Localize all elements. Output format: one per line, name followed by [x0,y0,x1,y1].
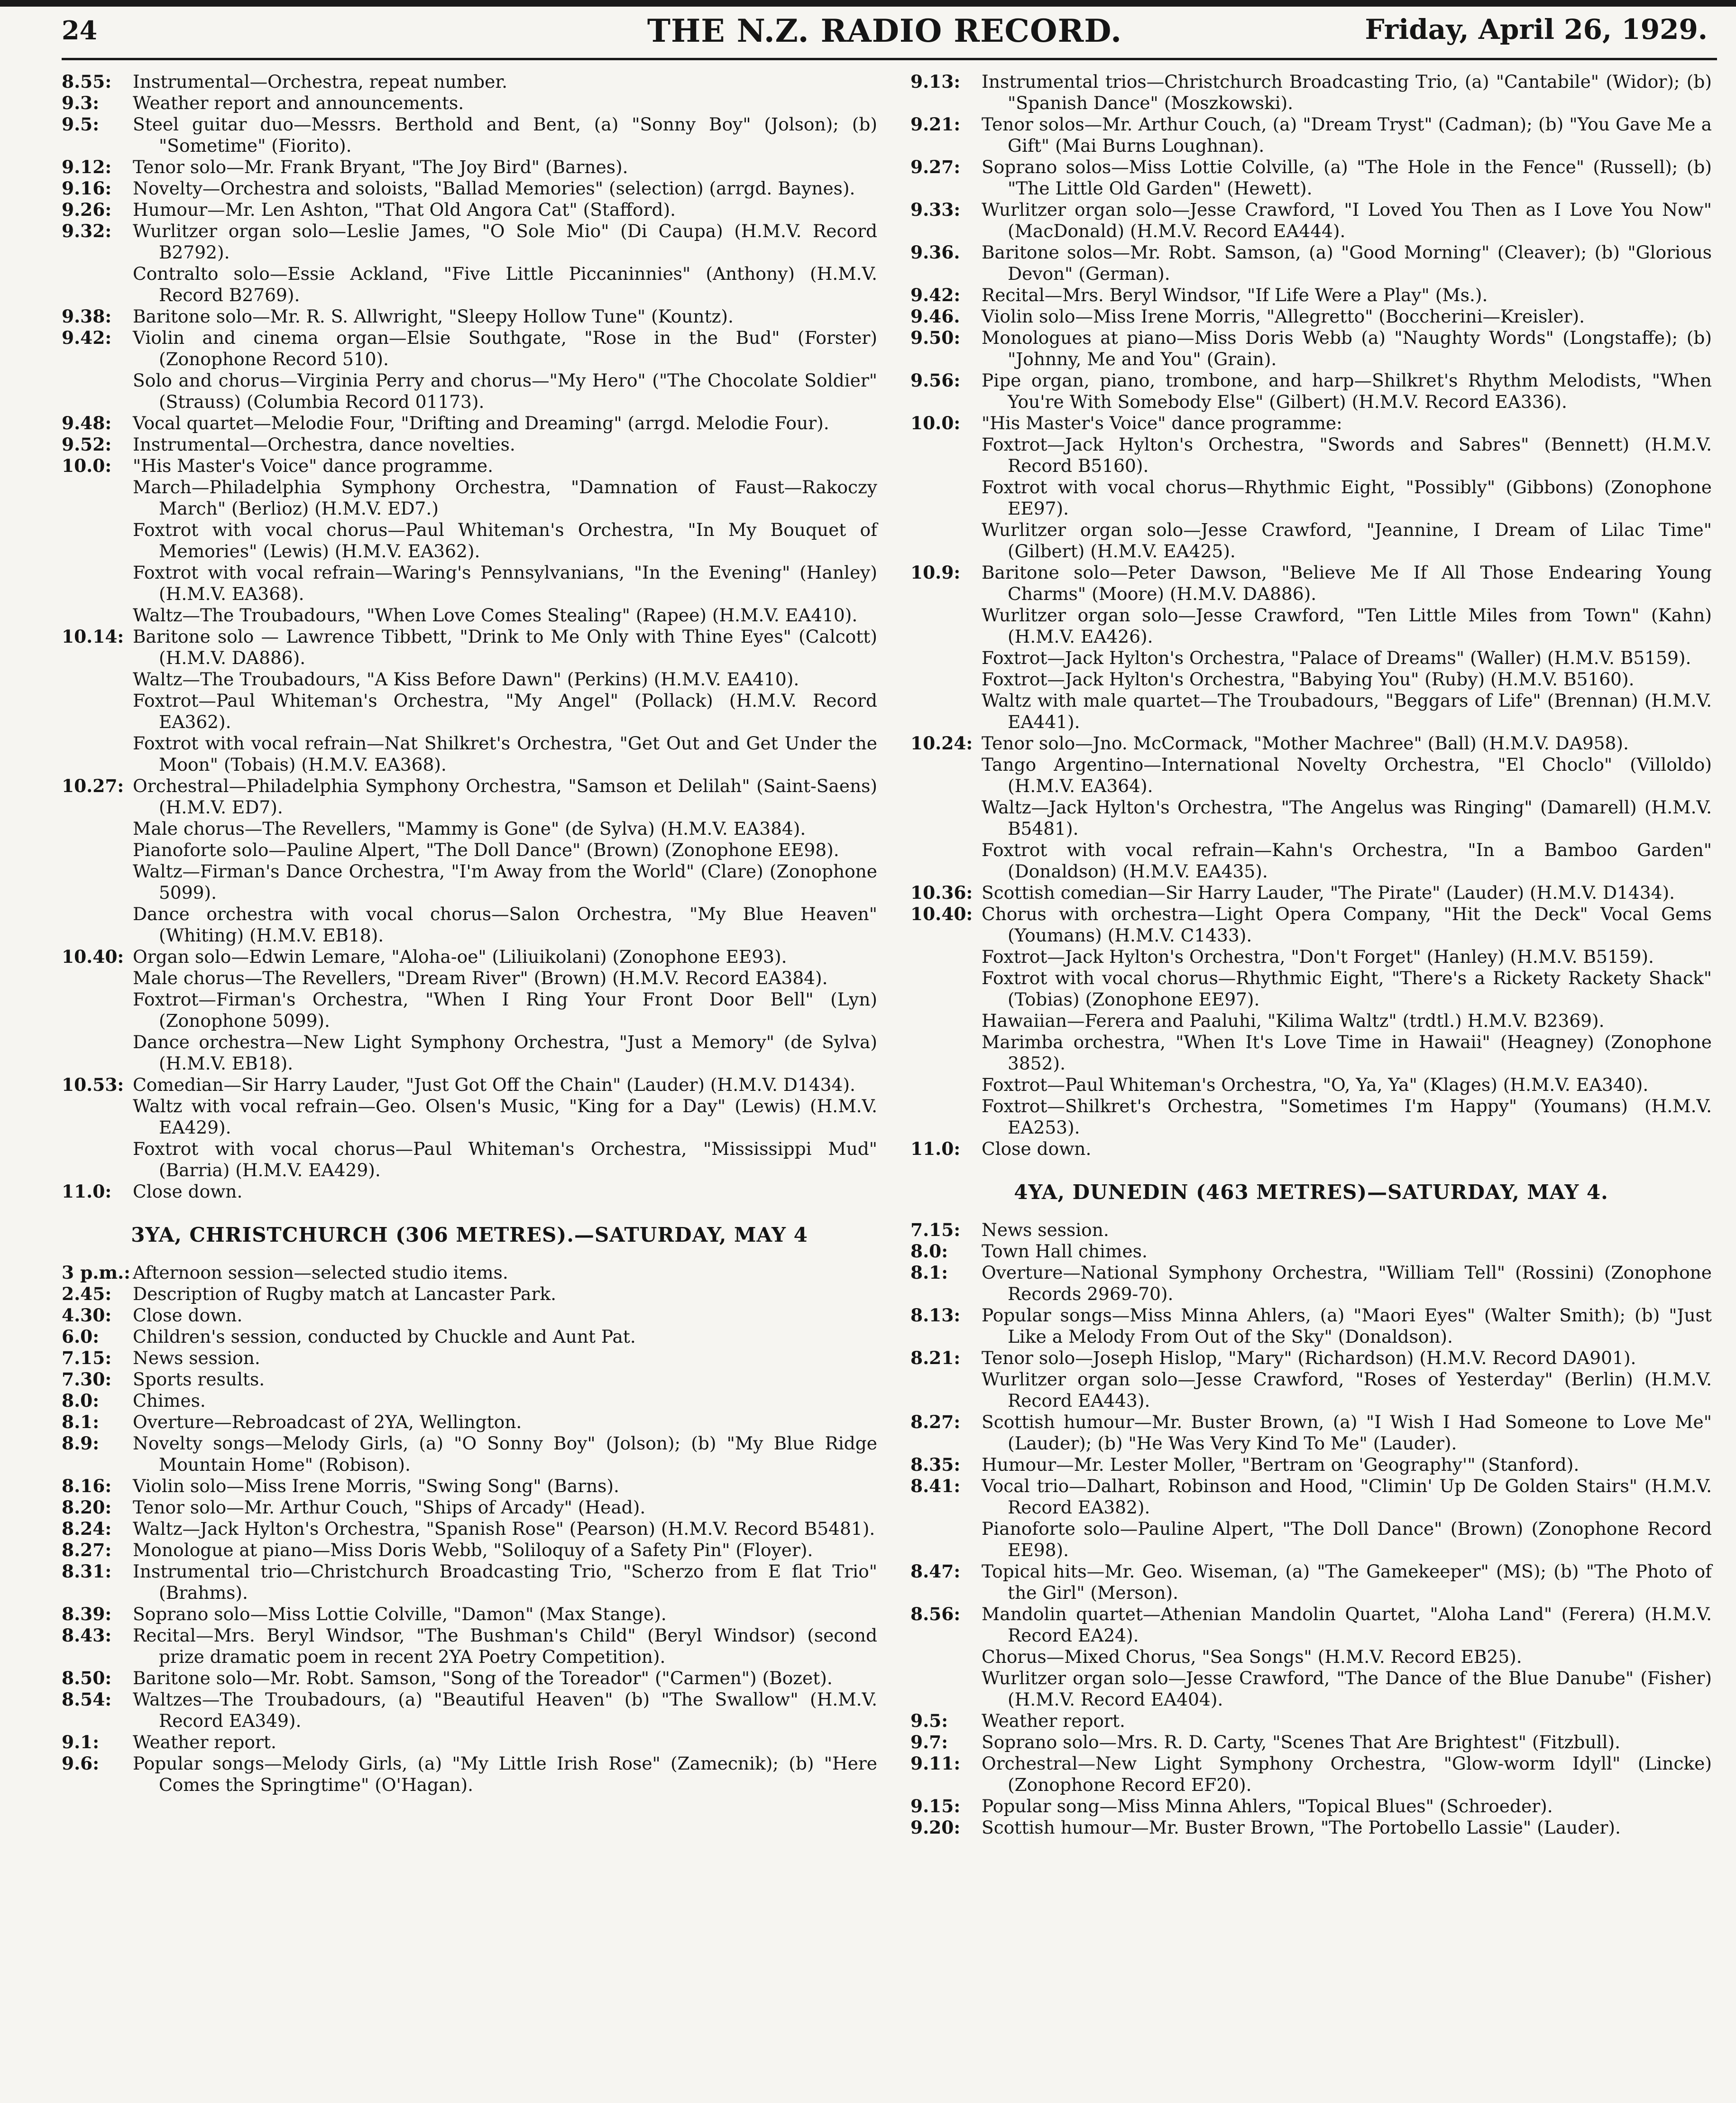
publication-title: THE N.Z. RADIO RECORD. [647,12,1122,49]
entry-text: Weather report. [982,1710,1125,1731]
program-entry [62,1032,877,1074]
entry-time: 9.1: [62,1732,100,1752]
entry-time: 11.0: [910,1138,961,1159]
program-entry [910,157,1712,199]
entry-text: Overture—Rebroadcast of 2YA, Wellington. [133,1411,522,1432]
entry-text: Tenor solo—Joseph Hislop, "Mary" (Richardson) (H.M.V. Record DA901). [982,1347,1636,1368]
entry-time: 9.26: [62,199,112,220]
program-entry [62,904,877,946]
program-entry [62,92,877,114]
entry-text: Mandolin quartet—Athenian Mandolin Quartet, "Aloha Land" (Ferera) (H.M.V. Record EA24). [982,1604,1712,1646]
entry-text: Wurlitzer organ solo—Jesse Crawford, "Jeannine, I Dream of Lilac Time" (Gilbert) (H.M.V. EA425). [982,519,1712,562]
entry-time: 9.6: [62,1753,100,1774]
program-entry [910,1369,1712,1411]
entry-time: 9.3: [62,92,100,113]
entry-time: 8.1: [910,1262,948,1283]
entry-time: 8.39: [62,1604,112,1624]
program-entry [62,434,877,455]
entry-text: Instrumental trio—Christchurch Broadcasting Trio, "Scherzo from E flat Trio" (Brahms). [133,1561,877,1603]
entry-time: 9.38: [62,306,112,327]
right-column [910,71,1712,1838]
entry-time: 9.20: [910,1817,961,1838]
entry-time: 6.0: [62,1326,100,1347]
left-column [62,71,877,1796]
program-entry [62,370,877,413]
program-entry [910,477,1712,519]
entry-text: Vocal quartet—Melodie Four, "Drifting and Dreaming" (arrgd. Melodie Four). [133,413,829,434]
entry-time: 9.33: [910,199,961,220]
entry-text: Foxtrot—Jack Hylton's Orchestra, "Swords and Sabres" (Bennett) (H.M.V. Record B5160). [982,434,1712,476]
entry-text: Organ solo—Edwin Lemare, "Aloha-oe" (Liliuikolani) (Zonophone EE93). [133,946,787,967]
program-entry [62,306,877,327]
program-entry [910,1096,1712,1138]
entry-text: Humour—Mr. Len Ashton, "That Old Angora Cat" (Stafford). [133,199,676,220]
program-entry [910,327,1712,370]
entry-text: Waltz—Jack Hylton's Orchestra, "Spanish Rose" (Pearson) (H.M.V. Record B5481). [133,1518,875,1539]
entry-text: Humour—Mr. Lester Moller, "Bertram on 'Geography'" (Stanford). [982,1454,1580,1475]
entry-text: Instrumental—Orchestra, repeat number. [133,71,508,92]
program-entry [910,968,1712,1010]
entry-text: Vocal trio—Dalhart, Robinson and Hood, "Climin' Up De Golden Stairs" (H.M.V. Record EA382). [982,1476,1712,1518]
entry-text: Topical hits—Mr. Geo. Wiseman, (a) "The Gamekeeper" (MS); (b) "The Photo of the Girl" (Merson). [982,1561,1712,1603]
entry-time: 9.27: [910,157,961,177]
entry-time: 9.50: [910,327,961,348]
program-entry [62,1668,877,1689]
entry-text: Violin solo—Miss Irene Morris, "Allegretto" (Boccherini—Kreisler). [982,306,1585,327]
program-entry [910,1010,1712,1032]
entry-text: Waltz—The Troubadours, "A Kiss Before Dawn" (Perkins) (H.M.V. EA410). [133,669,799,690]
program-entry [910,1219,1712,1241]
entry-time: 9.7: [910,1732,948,1752]
program-entry [62,1497,877,1518]
entry-time: 8.55: [62,71,112,92]
entry-text: Baritone solo—Peter Dawson, "Believe Me If All Those Endearing Young Charms" (Moore) (H.M.V. DA886). [982,562,1712,604]
entry-time: 9.21: [910,114,961,135]
entry-time: 8.20: [62,1497,112,1518]
program-entry [62,1753,877,1796]
entry-time: 8.0: [62,1390,100,1411]
program-entry [910,242,1712,285]
entry-text: Scottish comedian—Sir Harry Lauder, "The Pirate" (Lauder) (H.M.V. D1434). [982,882,1675,903]
right-top-program-list [910,71,1712,1160]
entry-text: "His Master's Voice" dance programme: [982,413,1342,434]
entry-text: Soprano solo—Miss Lottie Colville, "Damon" (Max Stange). [133,1604,667,1624]
entry-text: Close down. [982,1138,1092,1159]
entry-text: Children's session, conducted by Chuckle and Aunt Pat. [133,1326,636,1347]
entry-time: 9.36. [910,242,960,263]
entry-text: Solo and chorus—Virginia Perry and chorus—"My Hero" ("The Chocolate Soldier" (Strauss) (Columbia Record 01173). [133,370,877,412]
entry-time: 10.53: [62,1074,124,1095]
program-entry [62,199,877,221]
entry-time: 8.54: [62,1689,112,1710]
program-entry [910,1561,1712,1604]
program-entry [910,1604,1712,1646]
entry-time: 8.50: [62,1668,112,1688]
entry-time: 9.13: [910,71,961,92]
christchurch-section-heading: 3YA, CHRISTCHURCH (306 METRES).—SATURDAY, MAY 4 [131,1223,808,1246]
page-number: 24 [62,15,98,46]
program-entry [910,882,1712,904]
entry-text: Scottish humour—Mr. Buster Brown, (a) "I Wish I Had Someone to Love Me" (Lauder); (b) "He Was Very Kind To Me" (Lauder). [982,1411,1712,1454]
program-entry [910,1411,1712,1454]
entry-text: "His Master's Voice" dance programme. [133,455,493,476]
program-entry [62,519,877,562]
entry-text: Chimes. [133,1390,206,1411]
program-entry [910,562,1712,605]
entry-time: 10.40: [62,946,124,967]
entry-text: Waltz—Firman's Dance Orchestra, "I'm Away from the World" (Clare) (Zonophone 5099). [133,861,877,903]
program-entry [62,1347,877,1369]
entry-text: Male chorus—The Revellers, "Mammy is Gone" (de Sylva) (H.M.V. EA384). [133,818,806,839]
program-entry [910,306,1712,327]
entry-time: 9.46. [910,306,960,327]
entry-text: Waltz with male quartet—The Troubadours, "Beggars of Life" (Brennan) (H.M.V. EA441). [982,690,1712,732]
entry-time: 4.30: [62,1305,112,1326]
entry-time: 8.35: [910,1454,961,1475]
entry-text: Pianoforte solo—Pauline Alpert, "The Doll Dance" (Brown) (Zonophone EE98). [133,839,839,860]
entry-time: 9.15: [910,1796,961,1817]
program-entry [62,1732,877,1753]
entry-text: Overture—National Symphony Orchestra, "William Tell" (Rossini) (Zonophone Records 2969-70). [982,1262,1712,1304]
entry-text: Male chorus—The Revellers, "Dream River" (Brown) (H.M.V. Record EA384). [133,968,828,988]
entry-time: 9.5: [910,1710,948,1731]
entry-time: 11.0: [62,1181,112,1202]
entry-text: Tango Argentino—International Novelty Orchestra, "El Choclo" (Villoldo) (H.M.V. EA364). [982,754,1712,796]
entry-text: Novelty—Orchestra and soloists, "Ballad Memories" (selection) (arrgd. Baynes). [133,178,855,199]
entry-time: 8.41: [910,1476,961,1496]
program-entry [62,221,877,263]
entry-text: Afternoon session—selected studio items. [133,1262,508,1283]
entry-time: 10.40: [910,904,973,924]
entry-time: 9.32: [62,221,112,241]
entry-time: 9.42: [62,327,112,348]
entry-time: 10.24: [910,733,973,754]
entry-text: Monologue at piano—Miss Doris Webb, "Soliloquy of a Safety Pin" (Floyer). [133,1540,813,1560]
program-entry [910,690,1712,733]
program-entry [62,839,877,861]
entry-time: 7.15: [62,1347,112,1368]
header-rule [62,58,1717,60]
program-entry [62,946,877,968]
entry-text: Recital—Mrs. Beryl Windsor, "The Bushman's Child" (Beryl Windsor) (second prize dramatic poem in recent 2YA Poetry Competition). [133,1625,877,1667]
program-entry [62,157,877,178]
entry-text: Baritone solo — Lawrence Tibbett, "Drink to Me Only with Thine Eyes" (Calcott) (H.M.V. DA886). [133,626,877,668]
entry-time: 10.27: [62,775,124,796]
entry-time: 10.9: [910,562,961,583]
entry-text: Instrumental—Orchestra, dance novelties. [133,434,515,455]
entry-text: Close down. [133,1181,243,1202]
entry-text: Pipe organ, piano, trombone, and harp—Shilkret's Rhythm Melodists, "When You're With Somebody Else" (Gilbert) (H.M.V. Record EA336). [982,370,1712,412]
program-entry [62,327,877,370]
entry-time: 8.27: [62,1540,112,1560]
entry-text: Wurlitzer organ solo—Jesse Crawford, "I Loved You Then as I Love You Now" (MacDonald) (H.M.V. Record EA444). [982,199,1712,241]
entry-time: 7.30: [62,1369,112,1390]
christchurch-program-list [62,1262,877,1796]
entry-time: 8.31: [62,1561,112,1582]
entry-text: Marimba orchestra, "When It's Love Time in Hawaii" (Heagney) (Zonophone 3852). [982,1032,1712,1074]
entry-time: 8.43: [62,1625,112,1646]
program-entry [62,1689,877,1732]
program-entry [910,114,1712,157]
program-entry [62,775,877,818]
program-entry [62,1540,877,1561]
entry-text: Violin solo—Miss Irene Morris, "Swing Song" (Barns). [133,1476,619,1496]
entry-text: Wurlitzer organ solo—Jesse Crawford, "The Dance of the Blue Danube" (Fisher) (H.M.V. Record EA404). [982,1668,1712,1710]
program-entry [910,1817,1712,1838]
entry-time: 9.42: [910,285,961,305]
entry-time: 9.52: [62,434,112,455]
program-entry [62,690,877,733]
program-entry [62,413,877,434]
entry-text: Description of Rugby match at Lancaster Park. [133,1283,557,1304]
program-entry [910,904,1712,946]
program-entry [910,1668,1712,1710]
program-entry [62,626,877,669]
program-entry [910,1753,1712,1796]
program-entry [62,114,877,157]
issue-date: Friday, April 26, 1929. [1365,13,1708,46]
entry-text: Waltz—Jack Hylton's Orchestra, "The Angelus was Ringing" (Damarell) (H.M.V. B5481). [982,797,1712,839]
entry-text: Soprano solos—Miss Lottie Colville, (a) "The Hole in the Fence" (Russell); (b) "The Little Old Garden" (Hewett). [982,157,1712,199]
entry-text: Foxtrot with vocal refrain—Kahn's Orchestra, "In a Bamboo Garden" (Donaldson) (H.M.V. EA435). [982,839,1712,882]
entry-text: Sports results. [133,1369,265,1390]
entry-time: 9.16: [62,178,112,199]
entry-text: Baritone solos—Mr. Robt. Samson, (a) "Good Morning" (Cleaver); (b) "Glorious Devon" (German). [982,242,1712,284]
program-entry [910,1305,1712,1347]
program-entry [62,263,877,306]
program-entry [62,1074,877,1096]
program-entry [910,1454,1712,1476]
entry-time: 9.12: [62,157,112,177]
entry-text: Wurlitzer organ solo—Jesse Crawford, "Ten Little Miles from Town" (Kahn) (H.M.V. EA426). [982,605,1712,647]
program-entry [910,1518,1712,1561]
left-top-program-list [62,71,877,1202]
program-entry [910,519,1712,562]
program-entry [910,647,1712,669]
program-entry [62,455,877,477]
program-entry [910,797,1712,839]
program-entry [910,1796,1712,1817]
program-entry [62,1305,877,1326]
program-entry [910,733,1712,754]
program-entry [910,1646,1712,1668]
entry-text: Dance orchestra—New Light Symphony Orchestra, "Just a Memory" (de Sylva) (H.M.V. EB18). [133,1032,877,1074]
entry-text: Scottish humour—Mr. Buster Brown, "The Portobello Lassie" (Lauder). [982,1817,1621,1838]
entry-time: 8.0: [910,1241,948,1262]
dunedin-program-list [910,1219,1712,1838]
entry-time: 9.56: [910,370,961,391]
program-entry [910,285,1712,306]
entry-time: 7.15: [910,1219,961,1240]
entry-time: 10.36: [910,882,973,903]
entry-time: 8.21: [910,1347,961,1368]
program-entry [62,1283,877,1305]
program-entry [910,199,1712,242]
program-entry [62,1561,877,1604]
program-entry [62,989,877,1032]
entry-text: Violin and cinema organ—Elsie Southgate, "Rose in the Bud" (Forster) (Zonophone Record 510). [133,327,877,369]
entry-time: 9.5: [62,114,100,135]
entry-text: Chorus with orchestra—Light Opera Company, "Hit the Deck" Vocal Gems (Youmans) (H.M.V. C1433). [982,904,1712,946]
entry-text: Tenor solo—Mr. Frank Bryant, "The Joy Bird" (Barnes). [133,157,628,177]
entry-text: Foxtrot—Paul Whiteman's Orchestra, "My Angel" (Pollack) (H.M.V. Record EA362). [133,690,877,732]
entry-text: Instrumental trios—Christchurch Broadcasting Trio, (a) "Cantabile" (Widor); (b) "Spanish Dance" (Moszkowski). [982,71,1712,113]
entry-time: 8.27: [910,1411,961,1432]
program-entry [910,370,1712,413]
entry-text: News session. [133,1347,260,1368]
entry-text: Foxtrot with vocal chorus—Paul Whiteman's Orchestra, "In My Bouquet of Memories" (Lewis) (H.M.V. EA362). [133,519,877,562]
entry-text: Waltz—The Troubadours, "When Love Comes Stealing" (Rapee) (H.M.V. EA410). [133,605,858,626]
program-entry [62,71,877,92]
entry-text: Weather report and announcements. [133,92,464,113]
entry-text: Comedian—Sir Harry Lauder, "Just Got Off the Chain" (Lauder) (H.M.V. D1434). [133,1074,855,1095]
entry-text: Wurlitzer organ solo—Leslie James, "O Sole Mio" (Di Caupa) (H.M.V. Record B2792). [133,221,877,263]
entry-text: Popular song—Miss Minna Ahlers, "Topical Blues" (Schroeder). [982,1796,1553,1817]
program-entry [62,477,877,519]
entry-text: Tenor solo—Jno. McCormack, "Mother Machree" (Ball) (H.M.V. DA958). [982,733,1629,754]
entry-text: Foxtrot with vocal chorus—Paul Whiteman's Orchestra, "Mississippi Mud" (Barria) (H.M.V. EA429). [133,1138,877,1181]
program-entry [910,413,1712,434]
dunedin-section-heading: 4YA, DUNEDIN (463 METRES)—SATURDAY, MAY 4. [1014,1181,1608,1204]
entry-time: 10.14: [62,626,124,647]
entry-time: 8.1: [62,1411,100,1432]
entry-time: 8.16: [62,1476,112,1496]
program-entry [62,1518,877,1540]
entry-text: Steel guitar duo—Messrs. Berthold and Bent, (a) "Sonny Boy" (Jolson); (b) "Sometime" (Fiorito). [133,114,877,156]
entry-text: Tenor solo—Mr. Arthur Couch, "Ships of Arcady" (Head). [133,1497,646,1518]
program-entry [910,1032,1712,1074]
entry-text: March—Philadelphia Symphony Orchestra, "Damnation of Faust—Rakoczy March" (Berlioz) (H.M.V. ED7.) [133,477,877,519]
entry-text: Pianoforte solo—Pauline Alpert, "The Doll Dance" (Brown) (Zonophone Record EE98). [982,1518,1712,1560]
program-entry [910,1732,1712,1753]
program-entry [910,1347,1712,1369]
entry-text: Contralto solo—Essie Ackland, "Five Little Piccaninnies" (Anthony) (H.M.V. Record B2769). [133,263,877,305]
entry-text: Town Hall chimes. [982,1241,1148,1262]
program-entry [62,605,877,626]
program-entry [910,839,1712,882]
program-entry [62,1476,877,1497]
program-entry [910,1476,1712,1518]
entry-text: Foxtrot—Shilkret's Orchestra, "Sometimes I'm Happy" (Youmans) (H.M.V. EA253). [982,1096,1712,1138]
program-entry [62,1390,877,1411]
program-entry [910,434,1712,477]
program-entry [62,1138,877,1181]
entry-time: 8.9: [62,1433,100,1454]
masthead [62,9,1708,55]
entry-text: News session. [982,1219,1109,1240]
program-entry [62,178,877,199]
entry-text: Baritone solo—Mr. Robt. Samson, "Song of the Toreador" ("Carmen") (Bozet). [133,1668,833,1688]
entry-text: Popular songs—Melody Girls, (a) "My Little Irish Rose" (Zamecnik); (b) "Here Comes the Springtime" (O'Hagan). [133,1753,877,1795]
entry-text: Orchestral—Philadelphia Symphony Orchestra, "Samson et Delilah" (Saint-Saens) (H.M.V. ED7). [133,775,877,818]
entry-text: Weather report. [133,1732,276,1752]
entry-text: Wurlitzer organ solo—Jesse Crawford, "Roses of Yesterday" (Berlin) (H.M.V. Record EA443). [982,1369,1712,1411]
entry-text: Novelty songs—Melody Girls, (a) "O Sonny Boy" (Jolson); (b) "My Blue Ridge Mountain Home" (Robison). [133,1433,877,1475]
entry-time: 2.45: [62,1283,112,1304]
program-entry [910,754,1712,797]
entry-text: Foxtrot—Jack Hylton's Orchestra, "Palace of Dreams" (Waller) (H.M.V. B5159). [982,647,1691,668]
program-entry [62,818,877,839]
program-entry [62,1604,877,1625]
program-entry [62,861,877,904]
program-entry [62,968,877,989]
entry-text: Popular songs—Miss Minna Ahlers, (a) "Maori Eyes" (Walter Smith); (b) "Just Like a Melody From Out of the Sky" (Donaldson). [982,1305,1712,1347]
program-entry [62,562,877,605]
entry-text: Baritone solo—Mr. R. S. Allwright, "Sleepy Hollow Tune" (Kountz). [133,306,734,327]
program-entry [910,1138,1712,1160]
entry-text: Foxtrot with vocal chorus—Rhythmic Eight, "There's a Rickety Rackety Shack" (Tobias) (Zonophone EE97). [982,968,1712,1010]
program-entry [910,71,1712,114]
entry-text: Foxtrot—Firman's Orchestra, "When I Ring Your Front Door Bell" (Lyn) (Zonophone 5099). [133,989,877,1031]
program-entry [62,1411,877,1433]
entry-text: Recital—Mrs. Beryl Windsor, "If Life Were a Play" (Ms.). [982,285,1488,305]
entry-text: Foxtrot—Paul Whiteman's Orchestra, "O, Ya, Ya" (Klages) (H.M.V. EA340). [982,1074,1649,1095]
program-entry [62,1369,877,1390]
entry-time: 10.0: [62,455,112,476]
entry-text: Foxtrot—Jack Hylton's Orchestra, "Don't Forget" (Hanley) (H.M.V. B5159). [982,946,1654,967]
entry-time: 8.56: [910,1604,961,1624]
program-entry [62,733,877,775]
entry-text: Waltz with vocal refrain—Geo. Olsen's Music, "King for a Day" (Lewis) (H.M.V. EA429). [133,1096,877,1138]
program-entry [910,669,1712,690]
entry-text: Foxtrot with vocal chorus—Rhythmic Eight, "Possibly" (Gibbons) (Zonophone EE97). [982,477,1712,519]
program-entry [62,1096,877,1138]
entry-text: Monologues at piano—Miss Doris Webb (a) "Naughty Words" (Longstaffe); (b) "Johnny, Me and You" (Grain). [982,327,1712,369]
entry-text: Dance orchestra with vocal chorus—Salon Orchestra, "My Blue Heaven" (Whiting) (H.M.V. EB18). [133,904,877,946]
entry-text: Tenor solos—Mr. Arthur Couch, (a) "Dream Tryst" (Cadman); (b) "You Gave Me a Gift" (Mai Burns Loughnan). [982,114,1712,156]
program-entry [910,605,1712,647]
program-entry [62,1625,877,1668]
entry-time: 9.48: [62,413,112,434]
program-entry [910,1074,1712,1096]
entry-time: 8.47: [910,1561,961,1582]
entry-time: 8.24: [62,1518,112,1539]
program-entry [910,1710,1712,1732]
entry-text: Foxtrot with vocal refrain—Nat Shilkret's Orchestra, "Get Out and Get Under the Moon" (Tobais) (H.M.V. EA368). [133,733,877,775]
program-entry [62,1181,877,1202]
entry-time: 8.13: [910,1305,961,1326]
program-entry [62,1326,877,1347]
entry-text: Chorus—Mixed Chorus, "Sea Songs" (H.M.V. Record EB25). [982,1646,1522,1667]
entry-time: 3 p.m.: [62,1262,131,1283]
entry-text: Foxtrot with vocal refrain—Waring's Pennsylvanians, "In the Evening" (Hanley) (H.M.V. EA368). [133,562,877,604]
program-entry [910,1262,1712,1305]
program-entry [62,669,877,690]
top-border-rule [0,0,1736,7]
entry-time: 9.11: [910,1753,961,1774]
entry-text: Foxtrot—Jack Hylton's Orchestra, "Babying You" (Ruby) (H.M.V. B5160). [982,669,1635,690]
program-entry [910,1241,1712,1262]
entry-text: Waltzes—The Troubadours, (a) "Beautiful Heaven" (b) "The Swallow" (H.M.V. Record EA349). [133,1689,877,1731]
program-entry [62,1262,877,1283]
program-entry [62,1433,877,1476]
entry-time: 10.0: [910,413,961,434]
program-entry [910,946,1712,968]
entry-text: Close down. [133,1305,243,1326]
entry-text: Soprano solo—Mrs. R. D. Carty, "Scenes That Are Brightest" (Fitzbull). [982,1732,1621,1752]
entry-text: Hawaiian—Ferera and Paaluhi, "Kilima Waltz" (trdtl.) H.M.V. B2369). [982,1010,1605,1031]
entry-text: Orchestral—New Light Symphony Orchestra, "Glow-worm Idyll" (Lincke) (Zonophone Record EF20). [982,1753,1712,1795]
